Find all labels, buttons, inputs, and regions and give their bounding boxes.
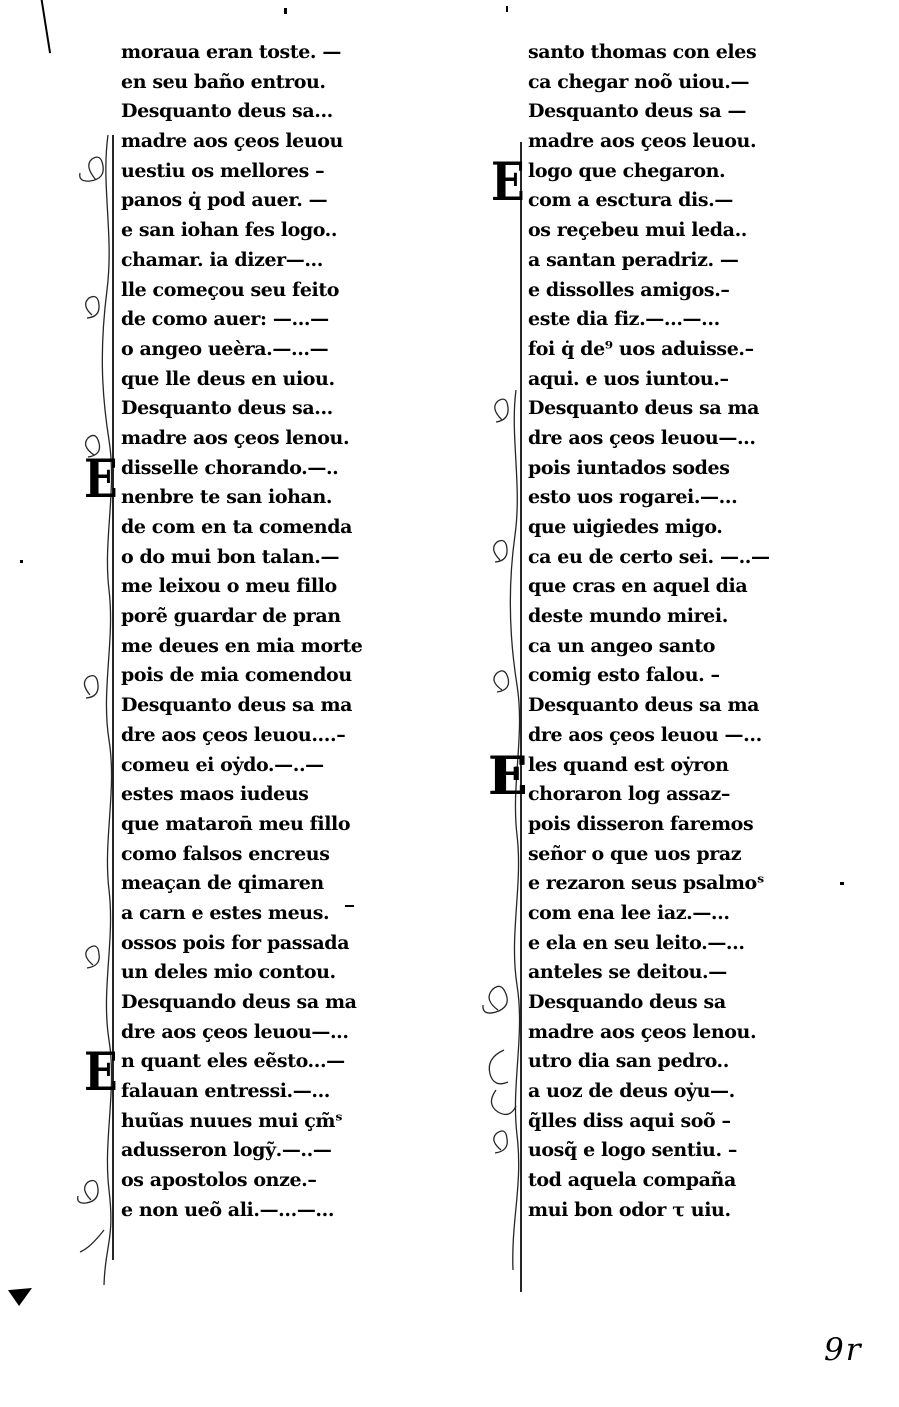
manuscript-line bbox=[528, 38, 776, 68]
manuscript-line bbox=[121, 157, 349, 187]
manuscript-line bbox=[528, 424, 776, 454]
line-text: e dissolles amigos.– bbox=[528, 278, 730, 301]
manuscript-line bbox=[528, 543, 776, 573]
manuscript-line bbox=[121, 305, 349, 335]
manuscript-line bbox=[121, 543, 349, 573]
scan-scratch-mark bbox=[40, 0, 51, 53]
manuscript-line bbox=[528, 840, 776, 870]
line-text: falauan entressi.—... bbox=[121, 1080, 331, 1103]
manuscript-line bbox=[121, 276, 349, 306]
manuscript-line bbox=[528, 127, 776, 157]
line-text: Desquanto deus sa... bbox=[121, 100, 333, 123]
manuscript-line bbox=[121, 1166, 349, 1196]
line-text: Desquando deus sa bbox=[528, 991, 726, 1013]
line-text: ca un angeo santo bbox=[528, 634, 715, 657]
line-text: comeu ei oẏdo.—..— bbox=[121, 753, 324, 776]
manuscript-line bbox=[121, 780, 349, 810]
manuscript-line bbox=[121, 483, 349, 513]
manuscript-line bbox=[121, 1107, 349, 1137]
manuscript-line bbox=[121, 988, 357, 1018]
manuscript-line bbox=[121, 424, 349, 454]
line-text: me deues en mia morte bbox=[121, 634, 363, 657]
manuscript-line bbox=[121, 602, 349, 632]
manuscript-line bbox=[528, 899, 776, 929]
manuscript-line bbox=[121, 691, 353, 721]
line-text: logo que chegaron. bbox=[528, 159, 726, 182]
line-text: o angeo ueèra.—...— bbox=[121, 337, 329, 360]
manuscript-line bbox=[121, 216, 349, 246]
line-text: uestiu os mellores – bbox=[121, 159, 325, 182]
manuscript-line bbox=[528, 97, 776, 127]
line-text: madre aos çeos leuou. bbox=[528, 130, 757, 153]
line-text: e ela en seu leito.—... bbox=[528, 931, 745, 954]
ink-speck bbox=[20, 560, 23, 563]
manuscript-line bbox=[528, 483, 776, 513]
left-text-column bbox=[83, 38, 363, 1226]
folio-number: 9r bbox=[824, 1332, 863, 1368]
manuscript-line bbox=[121, 1077, 349, 1107]
corner-ink-blot bbox=[8, 1288, 32, 1306]
manuscript-line bbox=[528, 1166, 776, 1196]
line-text: señor o que uos praz bbox=[528, 842, 742, 865]
ink-speck bbox=[345, 905, 354, 907]
line-text: que cras en aquel dia bbox=[528, 575, 748, 598]
line-text: o do mui bon talan.— bbox=[121, 545, 340, 568]
decorated-initial: E bbox=[488, 745, 527, 807]
line-text: adusseron logỹ.—..— bbox=[121, 1139, 332, 1162]
line-text: madre aos çeos lenou. bbox=[528, 1020, 757, 1043]
manuscript-line bbox=[121, 929, 349, 959]
manuscript-line bbox=[528, 958, 776, 988]
manuscript-line bbox=[121, 751, 349, 781]
manuscript-line bbox=[528, 394, 776, 424]
line-text: uosq̃ e logo sentiu. – bbox=[528, 1139, 737, 1162]
line-text: ossos pois for passada bbox=[121, 931, 350, 954]
line-text: en seu baño entrou. bbox=[121, 70, 326, 93]
manuscript-line bbox=[121, 97, 349, 127]
decorated-initial: E bbox=[490, 151, 525, 213]
manuscript-line bbox=[528, 1136, 776, 1166]
manuscript-line bbox=[121, 38, 349, 68]
line-text: como falsos encreus bbox=[121, 842, 330, 865]
manuscript-line bbox=[528, 1077, 776, 1107]
line-text: foi q̇ de⁹ uos aduisse.– bbox=[528, 337, 754, 360]
decorated-initial: E bbox=[83, 1042, 118, 1104]
manuscript-line bbox=[528, 572, 776, 602]
line-text: utro dia san pedro.. bbox=[528, 1050, 729, 1073]
line-text: lle começou seu feito bbox=[121, 278, 339, 301]
line-text: me leixou o meu fillo bbox=[121, 575, 337, 598]
manuscript-line bbox=[528, 632, 776, 662]
manuscript-line bbox=[528, 1018, 776, 1048]
line-text: nenbre te san iohan. bbox=[121, 486, 333, 509]
manuscript-line bbox=[528, 335, 776, 365]
line-text: q̃lles diss aqui soõ – bbox=[528, 1109, 731, 1132]
ink-speck bbox=[840, 882, 844, 885]
line-text: Desquanto deus sa ma bbox=[528, 397, 760, 420]
pen-flourish-left-margin bbox=[74, 135, 116, 1285]
manuscript-line bbox=[528, 186, 776, 216]
line-text: pois de mia comendou bbox=[121, 664, 352, 687]
line-text: huũas nuues mui çm̃ˢ bbox=[121, 1109, 343, 1132]
line-text: dre aos çeos leuou —... bbox=[528, 723, 762, 746]
manuscript-line bbox=[121, 127, 349, 157]
line-text: comig esto falou. – bbox=[528, 664, 720, 687]
line-text: Desquanto deus sa ma bbox=[121, 694, 353, 717]
line-text: a carn e estes meus. bbox=[121, 901, 330, 924]
manuscript-line bbox=[121, 186, 349, 216]
manuscript-line bbox=[121, 246, 349, 276]
manuscript-line bbox=[528, 810, 776, 840]
line-text: dre aos çeos leuou....– bbox=[121, 723, 346, 746]
manuscript-line bbox=[121, 68, 349, 98]
line-text: com ena lee iaz.—... bbox=[528, 901, 730, 924]
line-text: os apostolos onze.– bbox=[121, 1169, 317, 1192]
line-text: de como auer: —...— bbox=[121, 308, 329, 331]
manuscript-line bbox=[528, 305, 776, 335]
line-text: este dia fiz.—...—... bbox=[528, 308, 720, 331]
line-text: madre aos çeos leuou bbox=[121, 130, 343, 153]
manuscript-line bbox=[121, 394, 349, 424]
line-text: que mataron̄ meu fillo bbox=[121, 812, 351, 835]
manuscript-line bbox=[528, 276, 776, 306]
line-text: meaçan de qimaren bbox=[121, 872, 324, 895]
manuscript-line bbox=[121, 810, 349, 840]
manuscript-line bbox=[528, 216, 776, 246]
line-text: tod aquela compaña bbox=[528, 1169, 736, 1192]
line-text: Desquanto deus sa — bbox=[528, 100, 747, 123]
line-text: estes maos iudeus bbox=[121, 783, 309, 806]
right-text-column bbox=[488, 38, 776, 1226]
manuscript-line bbox=[528, 691, 776, 721]
line-text: moraua eran toste. — bbox=[121, 41, 341, 63]
manuscript-line bbox=[528, 869, 776, 899]
manuscript-line bbox=[121, 335, 349, 365]
line-text: Desquando deus sa ma bbox=[121, 991, 357, 1013]
manuscript-line bbox=[528, 721, 776, 751]
manuscript-line bbox=[528, 1196, 776, 1226]
manuscript-line bbox=[528, 602, 776, 632]
line-text: n quant eles eẽsto...— bbox=[121, 1050, 345, 1073]
line-text: com a esctura dis.— bbox=[528, 189, 733, 212]
line-text: ca chegar noõ uiou.— bbox=[528, 70, 750, 93]
manuscript-line bbox=[528, 780, 776, 810]
decorated-initial: E bbox=[83, 448, 118, 510]
manuscript-line bbox=[528, 1107, 776, 1137]
manuscript-line bbox=[121, 1196, 349, 1226]
manuscript-line bbox=[121, 1018, 349, 1048]
line-text: deste mundo mirei. bbox=[528, 605, 728, 628]
ink-speck bbox=[284, 8, 287, 14]
line-text: e non ueõ ali.—...—... bbox=[121, 1198, 335, 1221]
line-text: de com en ta comenda bbox=[121, 516, 353, 538]
line-text: anteles se deitou.— bbox=[528, 961, 727, 984]
line-text: pois disseron faremos bbox=[528, 812, 754, 835]
manuscript-line bbox=[121, 840, 349, 870]
manuscript-line bbox=[528, 68, 776, 98]
manuscript-line bbox=[121, 661, 352, 691]
manuscript-line bbox=[528, 365, 776, 395]
line-text: mui bon odor τ uiu. bbox=[528, 1198, 731, 1221]
manuscript-line bbox=[121, 721, 349, 751]
line-text: Desquanto deus sa... bbox=[121, 397, 333, 420]
line-text: aqui. e uos iuntou.– bbox=[528, 367, 729, 390]
manuscript-line bbox=[121, 1136, 349, 1166]
manuscript-line bbox=[528, 1047, 776, 1077]
line-text: dre aos çeos leuou—... bbox=[121, 1020, 349, 1043]
ink-speck bbox=[506, 6, 508, 12]
line-text: que uigiedes migo. bbox=[528, 516, 723, 538]
line-text: dre aos çeos leuou—... bbox=[528, 426, 756, 449]
manuscript-line bbox=[121, 958, 349, 988]
line-text: a uoz de deus oẏu—. bbox=[528, 1080, 735, 1103]
line-text: chamar. ia dizer—... bbox=[121, 248, 323, 271]
line-text: porẽ guardar de pran bbox=[121, 605, 341, 628]
line-text: choraron log assaz– bbox=[528, 783, 730, 806]
line-text: panos q̇ pod auer. — bbox=[121, 189, 328, 212]
line-text: pois iuntados sodes bbox=[528, 456, 730, 479]
manuscript-line bbox=[121, 365, 349, 395]
manuscript-line bbox=[528, 246, 776, 276]
line-text: madre aos çeos lenou. bbox=[121, 426, 350, 449]
manuscript-line bbox=[121, 513, 353, 543]
line-text: ca eu de certo sei. —..— bbox=[528, 545, 770, 568]
manuscript-line bbox=[528, 988, 776, 1018]
line-text: que lle deus en uiou. bbox=[121, 367, 335, 390]
manuscript-line bbox=[528, 661, 776, 691]
manuscript-line bbox=[121, 869, 349, 899]
line-text: santo thomas con eles bbox=[528, 41, 757, 63]
manuscript-line bbox=[528, 929, 776, 959]
manuscript-line bbox=[528, 454, 776, 484]
line-text: Desquanto deus sa ma bbox=[528, 694, 760, 717]
pen-flourish-right-margin bbox=[482, 390, 527, 1270]
line-text: e san iohan fes logo.. bbox=[121, 219, 338, 242]
manuscript-line bbox=[121, 632, 363, 662]
line-text: a santan peradriz. — bbox=[528, 248, 739, 271]
line-text: les quand est oẏron bbox=[528, 753, 729, 776]
line-text: e rezaron seus psalmoˢ bbox=[528, 872, 764, 895]
line-text: esto uos rogarei.—... bbox=[528, 486, 738, 509]
line-text: disselle chorando.—.. bbox=[121, 456, 339, 479]
manuscript-line bbox=[121, 899, 349, 929]
line-text: un deles mio contou. bbox=[121, 961, 336, 984]
manuscript-line bbox=[528, 513, 776, 543]
manuscript-line bbox=[121, 572, 349, 602]
line-text: os reçebeu mui leda.. bbox=[528, 219, 748, 242]
